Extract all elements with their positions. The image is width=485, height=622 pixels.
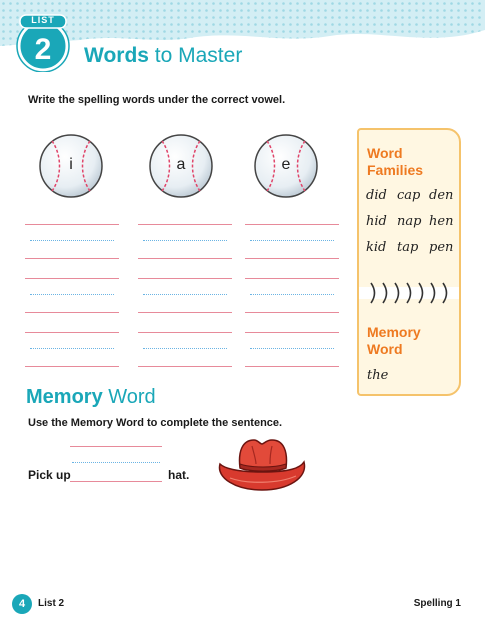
- writing-line[interactable]: [245, 312, 339, 313]
- writing-line[interactable]: [138, 312, 232, 313]
- writing-line[interactable]: [25, 312, 119, 313]
- writing-guide-line: [30, 294, 114, 295]
- writing-guide-line: [250, 348, 334, 349]
- word-families-sidebar: [357, 128, 461, 396]
- memory-instruction-text: Use the Memory Word to complete the sentence.: [28, 417, 283, 429]
- writing-line[interactable]: [25, 332, 119, 333]
- answer-writing-line[interactable]: [70, 481, 162, 482]
- cowboy-hat-icon: [216, 434, 308, 494]
- word-family-item: pen: [429, 240, 454, 255]
- vowel-label: e: [281, 156, 291, 173]
- baseball-vowel-e: [253, 133, 319, 199]
- writing-line[interactable]: [245, 366, 339, 367]
- spiral-binding-icon: [359, 280, 459, 306]
- header-wave-band: [0, 0, 485, 80]
- sentence-start: Pick up: [28, 468, 71, 482]
- writing-guide-line: [30, 348, 114, 349]
- memory-word-item: the: [367, 368, 389, 383]
- writing-line[interactable]: [25, 278, 119, 279]
- word-family-item: did: [366, 188, 387, 203]
- vowel-label: i: [69, 156, 73, 173]
- writing-line[interactable]: [138, 258, 232, 259]
- word-family-item: den: [429, 188, 454, 203]
- writing-guide-line: [143, 240, 227, 241]
- footer-list-label: List 2: [38, 598, 65, 609]
- word-family-item: hid: [366, 214, 387, 229]
- writing-guide-line: [250, 294, 334, 295]
- word-family-item: kid: [366, 240, 387, 255]
- memory-word-heading: Memory Word: [367, 324, 421, 357]
- writing-guide-line: [143, 348, 227, 349]
- writing-guide-line: [143, 294, 227, 295]
- writing-line[interactable]: [25, 366, 119, 367]
- writing-line[interactable]: [245, 224, 339, 225]
- writing-line[interactable]: [25, 258, 119, 259]
- writing-column-i[interactable]: [25, 218, 119, 368]
- vowel-label: a: [176, 156, 186, 173]
- word-family-item: tap: [397, 240, 419, 255]
- memory-word-title: Memory Word: [26, 386, 156, 408]
- writing-guide-line: [30, 240, 114, 241]
- writing-line[interactable]: [245, 332, 339, 333]
- writing-line[interactable]: [245, 258, 339, 259]
- word-family-item: nap: [397, 214, 422, 229]
- writing-line[interactable]: [138, 366, 232, 367]
- baseball-vowel-i: [38, 133, 104, 199]
- page-title: Words to Master: [84, 44, 243, 67]
- word-family-item: hen: [429, 214, 454, 229]
- instruction-text: Write the spelling words under the correct vowel.: [28, 94, 286, 106]
- answer-top-line: [70, 446, 162, 447]
- writing-line[interactable]: [25, 224, 119, 225]
- page-number-badge: 4: [12, 594, 32, 614]
- answer-guide-line: [72, 462, 160, 463]
- writing-line[interactable]: [138, 224, 232, 225]
- writing-line[interactable]: [245, 278, 339, 279]
- footer-book-label: Spelling 1: [413, 598, 461, 609]
- word-family-item: cap: [397, 188, 421, 203]
- baseball-vowel-a: [148, 133, 214, 199]
- writing-column-a[interactable]: [138, 218, 232, 368]
- writing-column-e[interactable]: [245, 218, 339, 368]
- writing-line[interactable]: [138, 278, 232, 279]
- list-number: 2: [34, 33, 52, 66]
- sentence-end: hat.: [168, 468, 190, 482]
- word-families-heading: Word Families: [367, 145, 424, 178]
- list-badge: [14, 14, 72, 72]
- writing-line[interactable]: [138, 332, 232, 333]
- list-label: LIST: [31, 15, 55, 25]
- writing-guide-line: [250, 240, 334, 241]
